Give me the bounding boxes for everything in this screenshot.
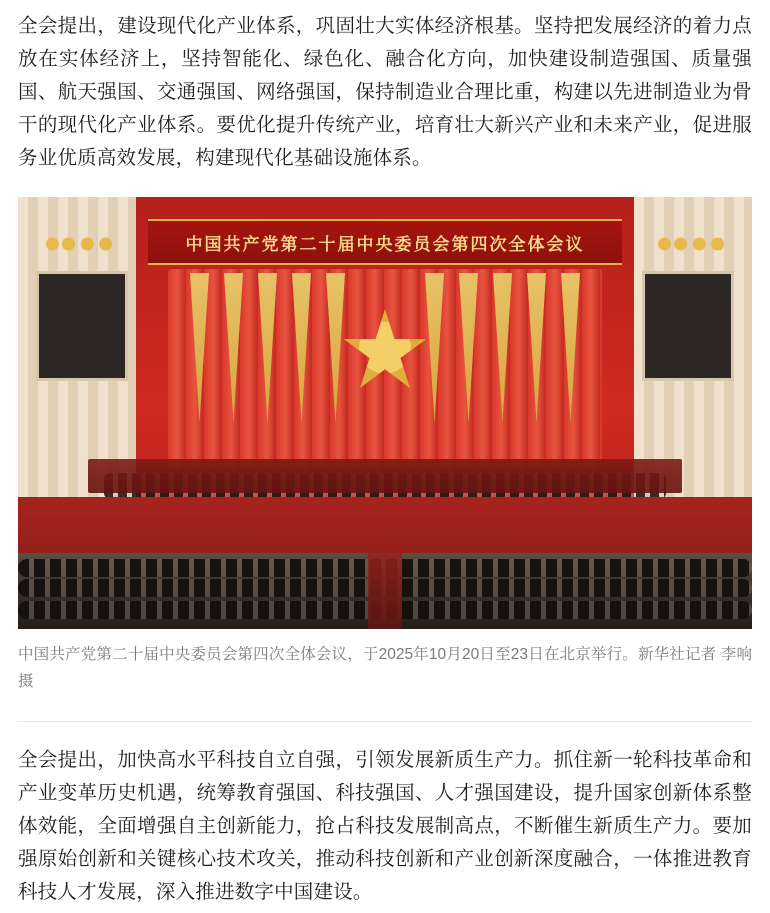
stage-floor [18,497,752,553]
center-aisle [368,553,402,629]
conference-photo [18,197,752,629]
gold-ornament-right-icon [656,233,726,255]
meeting-banner [148,219,622,265]
wall-panel-right [642,271,734,381]
article-paragraph-2: 全会提出，加快高水平科技自立自强，引领发展新质生产力。抓住新一轮科技革命和产业变革历史机遇，统筹教育强国、科技强国、人才强国建设，提升国家创新体系整体效能，全面增强自主创新能力，抢占科技发展制高点，不断催生新质生产力。要加强原始创新和关键核心技术攻关，推动科技创新和产业创新深度融合，一体推进教育科技人才发展，深入推进数字中国建设。 [18,749,752,903]
article-paragraph-1: 全会提出，建设现代化产业体系，巩固壮大实体经济根基。坚持把发展经济的着力点放在实体经济上，坚持智能化、绿色化、融合化方向，加快建设制造强国、质量强国、航天强国、交通强国、网络强国，保持制造业合理比重，构建以先进制造业为骨干的现代化产业体系。要优化提升传统产业，培育壮大新兴产业和未来产业，促进服务业优质高效发展，构建现代化基础设施体系。 [18,15,752,169]
stage-podium [88,459,682,493]
meeting-banner-text: 中国共产党第二十届中央委员会第四次全体会议 [185,234,585,254]
wall-panel-left [36,271,128,381]
article-figure [18,197,752,695]
figure-caption: 中国共产党第二十届中央委员会第四次全体会议，于2025年10月20日至23日在北京举行。新华社记者 李响 摄 [18,646,752,690]
gold-ornament-left-icon [44,233,114,255]
